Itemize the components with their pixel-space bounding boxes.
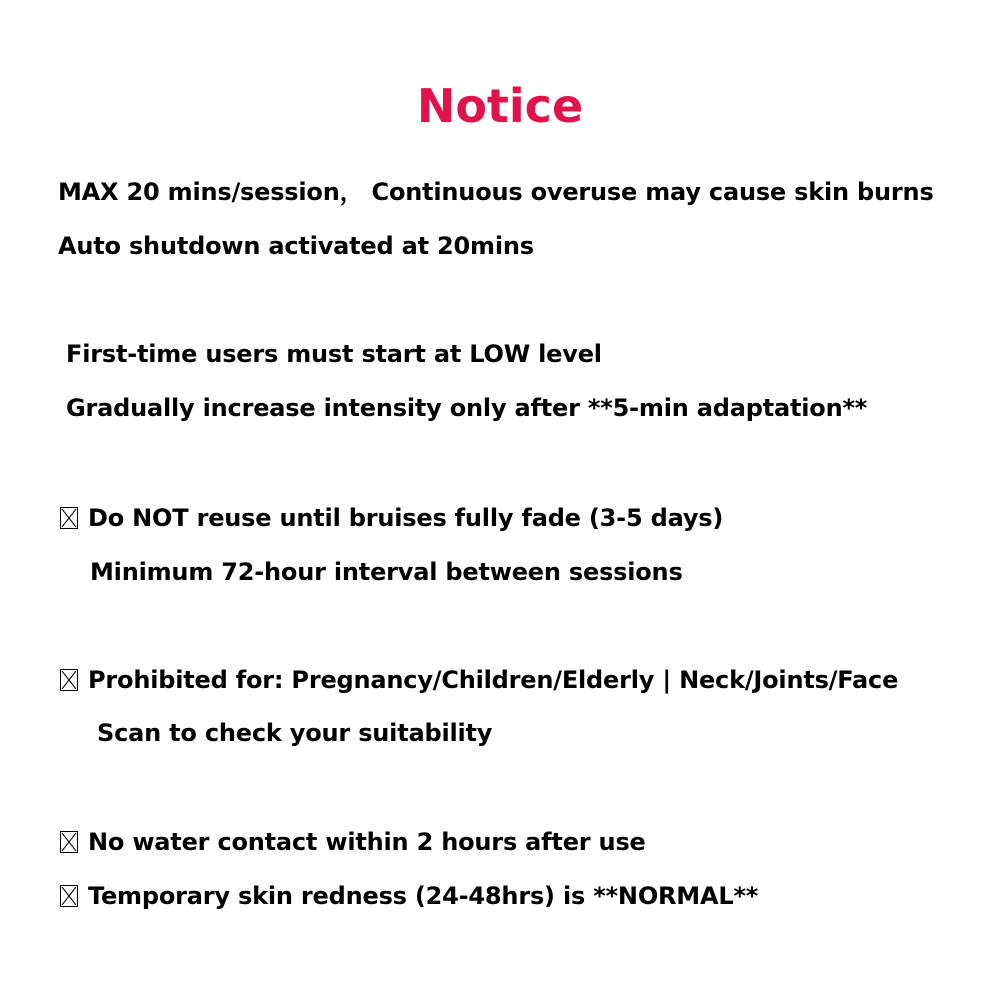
notice-item-water <box>60 825 646 859</box>
notice-item-redness-text: Temporary skin redness (24-48hrs) is **NORMAL** <box>88 882 759 910</box>
notice-line-first-time: First-time users must start at LOW level <box>66 340 602 368</box>
notice-line-max-session: MAX 20 mins/session， Continuous overuse may cause skin burns <box>58 178 934 206</box>
missing-glyph-box-icon <box>60 831 78 853</box>
notice-title: Notice <box>416 79 584 133</box>
notice-item-water-text: No water contact within 2 hours after use <box>88 828 646 856</box>
notice-line-scan: Scan to check your suitability <box>97 719 493 747</box>
notice-item-reuse <box>60 501 723 535</box>
notice-item-reuse-text: Do NOT reuse until bruises fully fade (3-5 days) <box>88 504 724 532</box>
missing-glyph-box-icon <box>60 507 78 529</box>
notice-line-minimum-interval: Minimum 72-hour interval between sessions <box>90 558 683 586</box>
notice-item-redness <box>60 879 758 913</box>
missing-glyph-box-icon <box>60 885 78 907</box>
notice-line-auto-shutdown: Auto shutdown activated at 20mins <box>58 232 534 260</box>
notice-item-prohibited-text: Prohibited for: Pregnancy/Children/Elderly | Neck/Joints/Face <box>88 666 899 694</box>
notice-line-gradual-increase: Gradually increase intensity only after **5-min adaptation** <box>66 394 868 422</box>
missing-glyph-box-icon <box>60 669 78 691</box>
notice-item-prohibited <box>60 663 898 697</box>
